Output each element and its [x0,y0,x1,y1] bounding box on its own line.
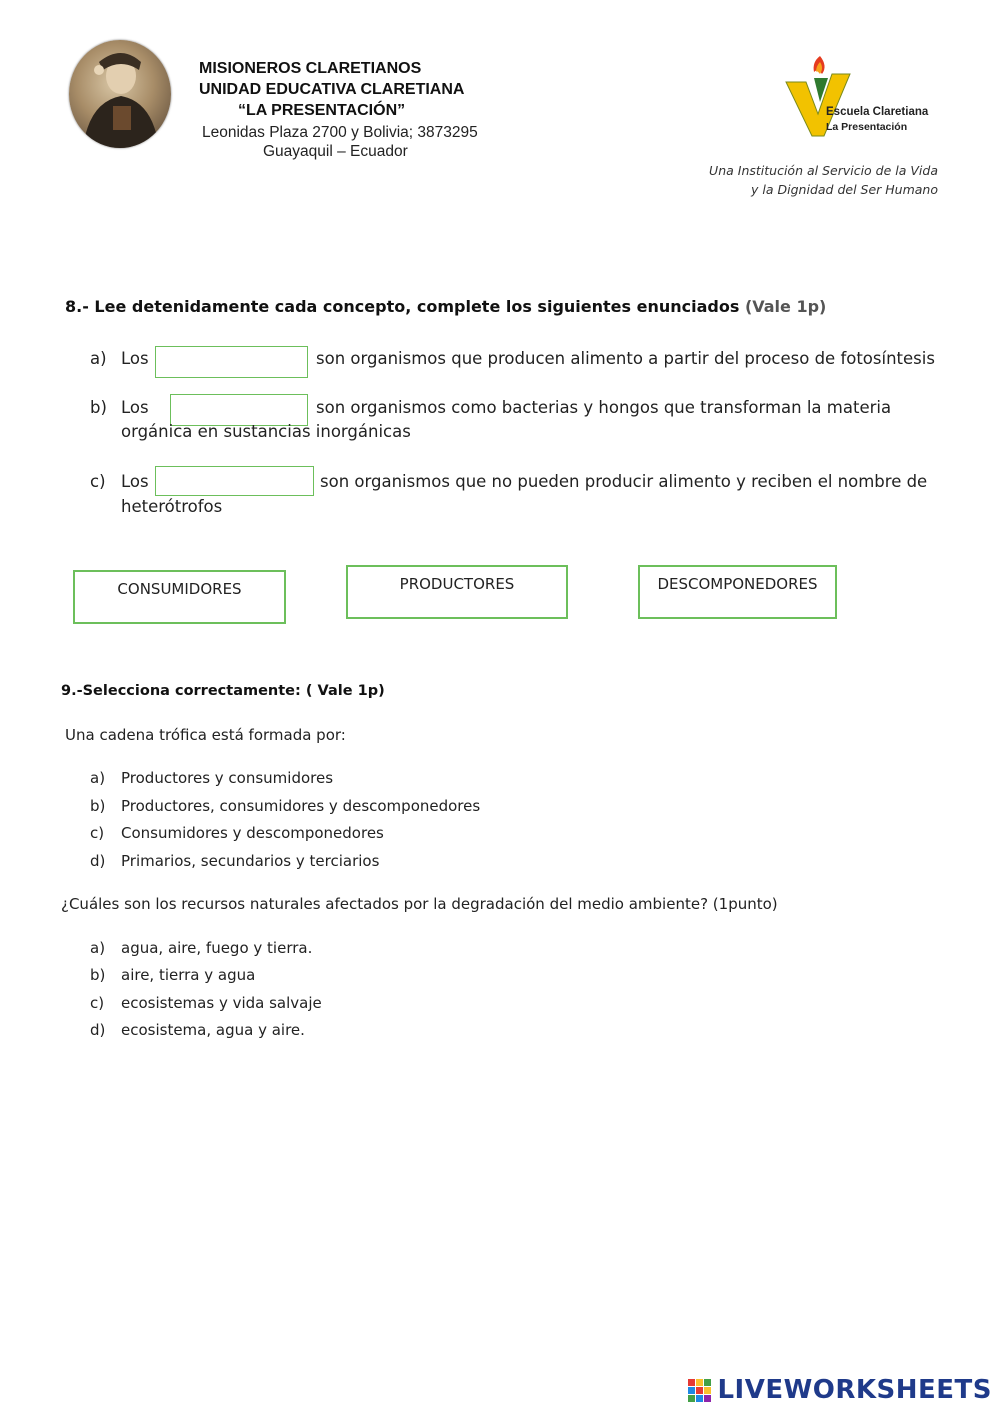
item-c-prefix: Los [121,472,149,491]
choice-1a-letter: a) [90,769,106,787]
choice-1c[interactable]: Consumidores y descomponedores [121,824,384,842]
header-address: Leonidas Plaza 2700 y Bolivia; 3873295 [202,124,478,141]
choice-1c-letter: c) [90,824,105,842]
logo-text-1: Escuela Claretiana [826,106,929,118]
logo-text-2: La Presentación [826,121,908,133]
choice-1b-letter: b) [90,797,106,815]
choice-2b-letter: b) [90,966,106,984]
choice-2b[interactable]: aire, tierra y agua [121,966,256,984]
option-descomponedores[interactable]: DESCOMPONEDORES [638,565,837,619]
header-line-3: “LA PRESENTACIÓN” [238,102,406,119]
motto-line-1: Una Institución al Servicio de la Vida [709,163,938,178]
option-productores[interactable]: PRODUCTORES [346,565,568,619]
question-8-text: 8.- Lee detenidamente cada concepto, complete los siguientes enunciados [65,297,740,316]
choice-2d-letter: d) [90,1021,106,1039]
drop-zone-c[interactable] [155,466,314,496]
item-b-continuation: orgánica en sustancias inorgánicas [121,422,411,441]
item-b-prefix: Los [121,398,149,417]
drop-zone-a[interactable] [155,346,308,378]
question-8-title [65,297,826,316]
item-b-letter: b) [90,398,107,417]
item-a-letter: a) [90,349,107,368]
liveworksheets-logo-icon [688,1379,711,1402]
question-9-prompt-2: ¿Cuáles son los recursos naturales afectados por la degradación del medio ambiente? (1punto) [61,895,778,913]
choice-2d[interactable]: ecosistema, agua y aire. [121,1021,305,1039]
liveworksheets-watermark [688,1375,992,1405]
motto-line-2: y la Dignidad del Ser Humano [751,182,938,197]
item-b-text: son organismos como bacterias y hongos que transforman la materia [316,398,892,417]
founder-portrait [69,40,171,148]
header-line-2: UNIDAD EDUCATIVA CLARETIANA [199,81,465,98]
item-a-text: son organismos que producen alimento a partir del proceso de fotosíntesis [316,349,935,368]
header-line-1: MISIONEROS CLARETIANOS [199,60,422,77]
item-c-continuation: heterótrofos [121,497,223,516]
choice-2a-letter: a) [90,939,106,957]
choice-1b[interactable]: Productores, consumidores y descomponedores [121,797,481,815]
choice-2c[interactable]: ecosistemas y vida salvaje [121,994,322,1012]
watermark-text: LIVEWORKSHEETS [717,1375,992,1405]
question-8-value: (Vale 1p) [744,297,827,316]
choice-1d[interactable]: Primarios, secundarios y terciarios [121,852,380,870]
item-c-text: son organismos que no pueden producir alimento y reciben el nombre de [320,472,928,491]
question-9-prompt-1: Una cadena trófica está formada por: [65,726,346,744]
item-a-prefix: Los [121,349,149,368]
item-c-letter: c) [90,472,106,491]
option-consumidores[interactable]: CONSUMIDORES [73,570,286,624]
header-city: Guayaquil – Ecuador [263,143,408,160]
choice-2a[interactable]: agua, aire, fuego y tierra. [121,939,313,957]
question-9-title: 9.-Selecciona correctamente: ( Vale 1p) [61,683,385,699]
choice-1d-letter: d) [90,852,106,870]
choice-1a[interactable]: Productores y consumidores [121,769,334,787]
choice-2c-letter: c) [90,994,105,1012]
